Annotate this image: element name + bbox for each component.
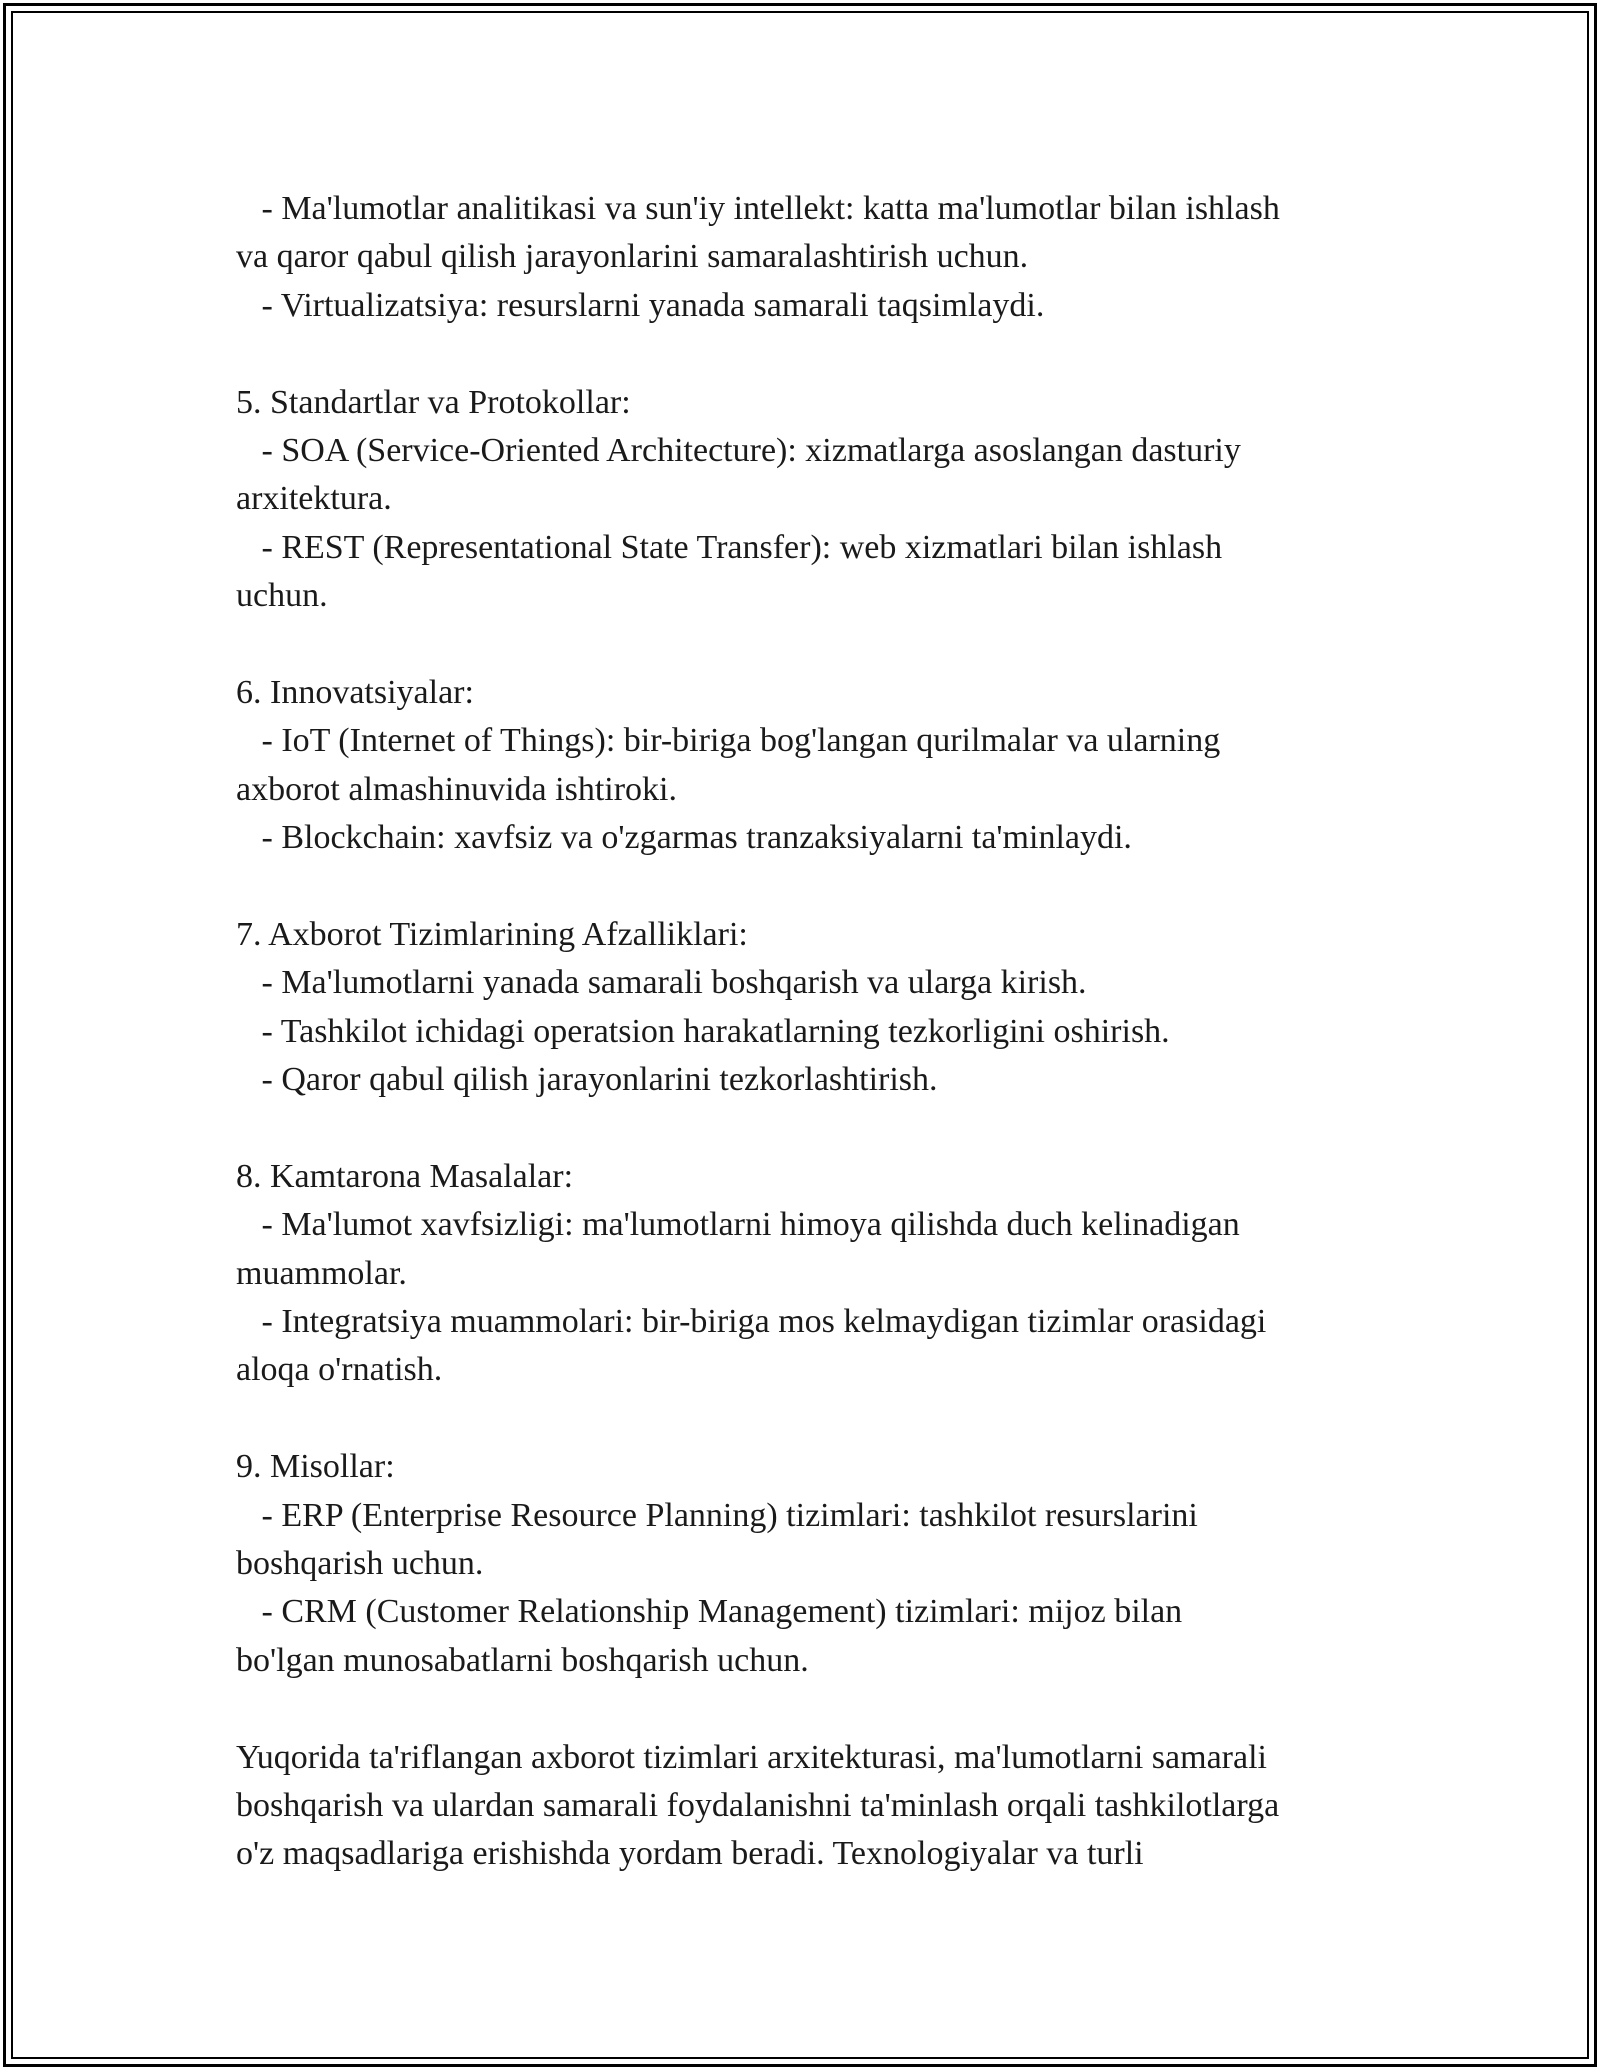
blank-line xyxy=(236,1395,1396,1443)
text-line: - Qaror qabul qilish jarayonlarini tezkorlashtirish. xyxy=(236,1061,938,1099)
text-line: - Ma'lumotlarni yanada samarali boshqarish va ularga kirish. xyxy=(236,964,1087,1002)
section-heading: 9. Misollar: xyxy=(236,1448,395,1486)
text-line: o'z maqsadlariga erishishda yordam beradi. Texnologiyalar va turli xyxy=(236,1835,1144,1873)
blank-line xyxy=(236,1685,1396,1733)
text-line: - SOA (Service-Oriented Architecture): xizmatlarga asoslangan dasturiy xyxy=(236,431,1241,469)
blank-line xyxy=(236,1104,1396,1152)
text-line: - IoT (Internet of Things): bir-biriga bog'langan qurilmalar va ularning xyxy=(236,722,1221,760)
text-line: boshqarish uchun. xyxy=(236,1544,484,1582)
text-line: - Blockchain: xavfsiz va o'zgarmas tranzaksiyalarni ta'minlaydi. xyxy=(236,819,1132,857)
blank-line xyxy=(236,862,1396,910)
text-line: - Ma'lumot xavfsizligi: ma'lumotlarni himoya qilishda duch kelinadigan xyxy=(236,1206,1240,1244)
section-heading: 5. Standartlar va Protokollar: xyxy=(236,383,631,421)
text-line: - REST (Representational State Transfer): web xizmatlari bilan ishlash xyxy=(236,528,1223,566)
section-heading: 8. Kamtarona Masalalar: xyxy=(236,1157,574,1195)
text-line: - Integratsiya muammolari: bir-biriga mos kelmaydigan tizimlar orasidagi xyxy=(236,1302,1267,1340)
text-line: - ERP (Enterprise Resource Planning) tizimlari: tashkilot resurslarini xyxy=(236,1496,1198,1534)
blank-line xyxy=(236,330,1396,378)
text-line: arxitektura. xyxy=(236,480,392,518)
text-line: - Tashkilot ichidagi operatsion harakatlarning tezkorligini oshirish. xyxy=(236,1012,1170,1050)
text-line: - Virtualizatsiya: resurslarni yanada samarali taqsimlaydi. xyxy=(236,286,1045,324)
section-heading: 6. Innovatsiyalar: xyxy=(236,673,474,711)
text-line: - Ma'lumotlar analitikasi va sun'iy intellekt: katta ma'lumotlar bilan ishlash xyxy=(236,190,1280,227)
document-body xyxy=(236,185,1396,1879)
text-line: uchun. xyxy=(236,577,328,615)
text-line: axborot almashinuvida ishtiroki. xyxy=(236,770,677,808)
text-line: bo'lgan munosabatlarni boshqarish uchun. xyxy=(236,1641,809,1679)
text-line: - CRM (Customer Relationship Management) tizimlari: mijoz bilan xyxy=(236,1593,1183,1631)
text-line: va qaror qabul qilish jarayonlarini samaralashtirish uchun. xyxy=(236,238,1029,276)
blank-line xyxy=(236,621,1396,669)
section-heading: 7. Axborot Tizimlarining Afzalliklari: xyxy=(236,915,748,953)
text-line: boshqarish va ulardan samarali foydalanishni ta'minlash orqali tashkilotlarga xyxy=(236,1786,1280,1824)
text-line: aloqa o'rnatish. xyxy=(236,1351,443,1389)
text-line: muammolar. xyxy=(236,1254,407,1292)
text-line: Yuqorida ta'riflangan axborot tizimlari arxitekturasi, ma'lumotlarni samarali xyxy=(236,1738,1267,1776)
